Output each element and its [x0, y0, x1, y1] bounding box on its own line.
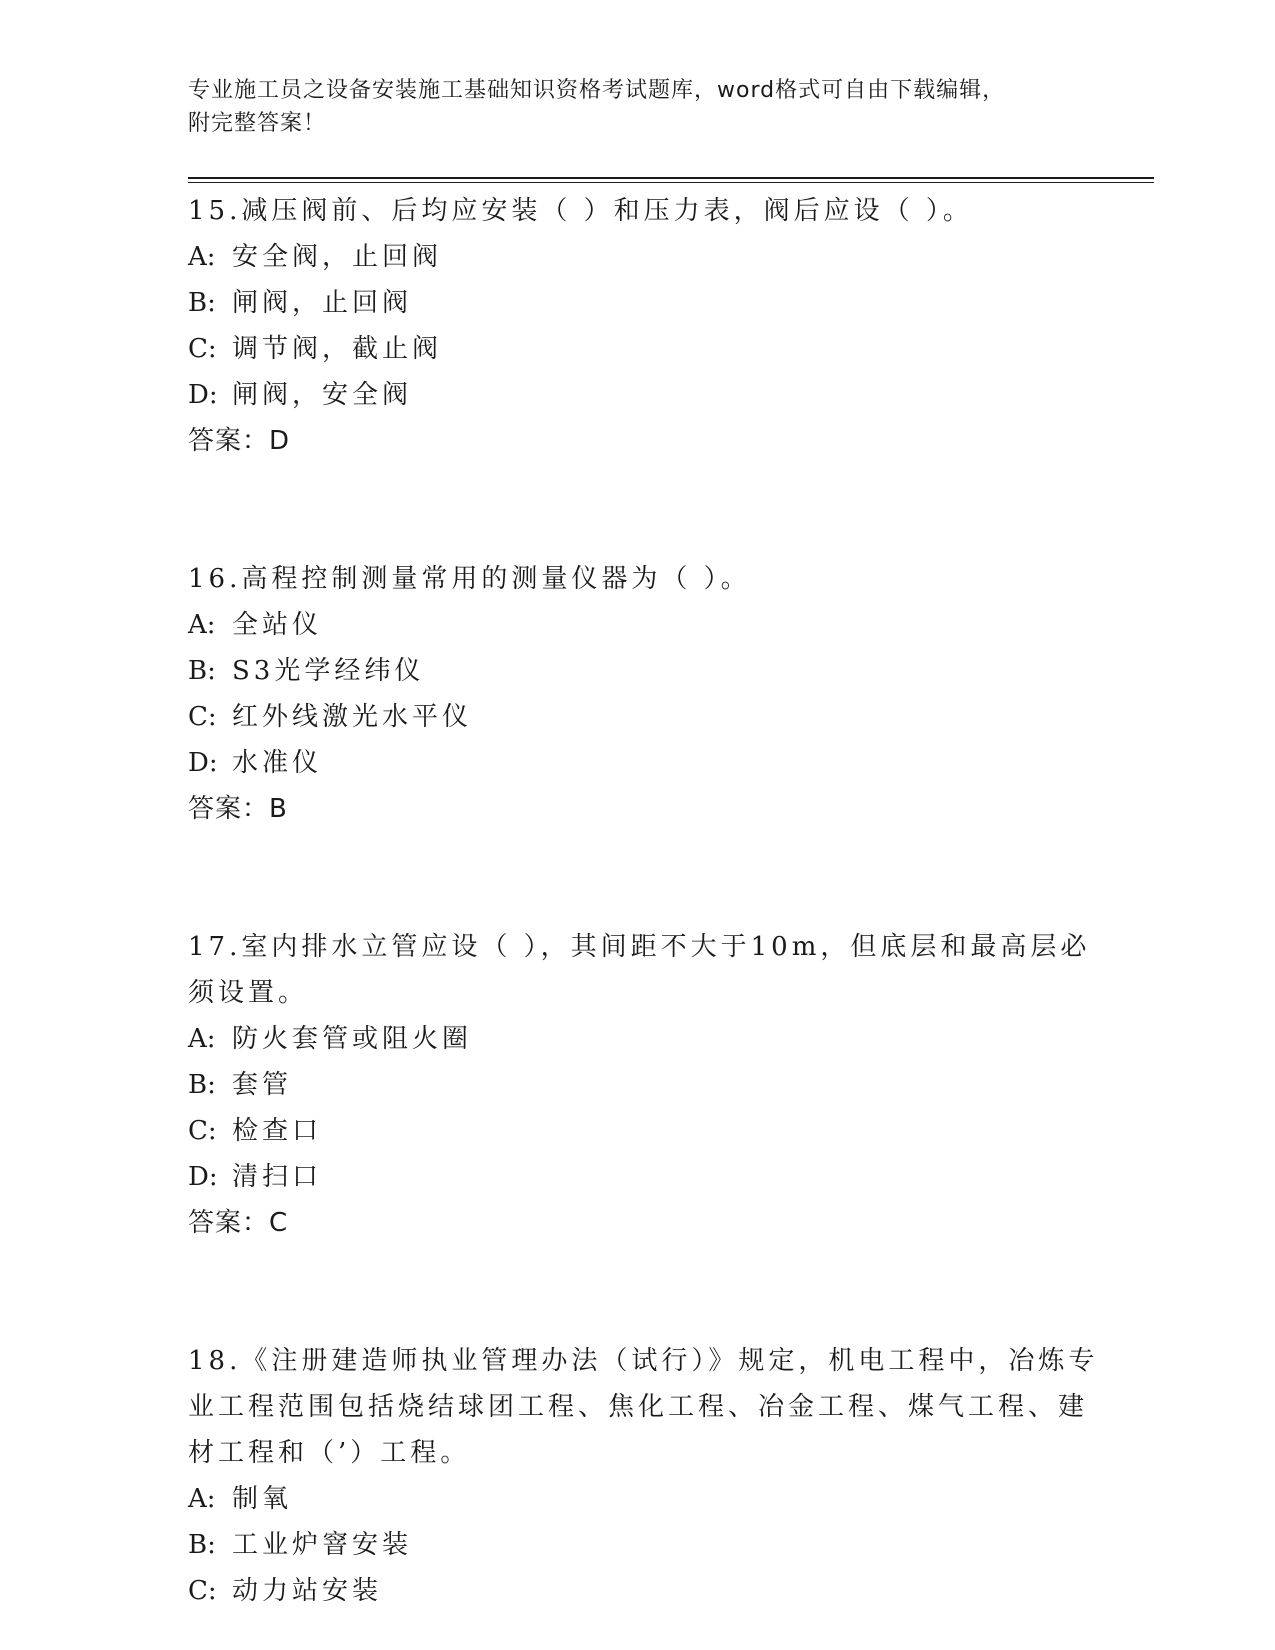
option-letter: B: [188, 288, 216, 318]
question-stem: 17.室内排水立管应设（ ），其间距不大于10m，但底层和最高层必须设置。 [188, 932, 1091, 1008]
option-a [188, 1476, 1108, 1522]
document-header [188, 74, 1088, 140]
question-list [188, 188, 1108, 1614]
option-letter: A: [188, 1024, 216, 1054]
option-text: 水准仪 [232, 748, 323, 778]
option-text: 检查口 [232, 1116, 323, 1146]
option-text: 红外线激光水平仪 [232, 702, 473, 732]
option-letter: A: [188, 242, 216, 272]
option-d [188, 1154, 1108, 1200]
option-b [188, 1522, 1108, 1568]
answer-line: 答案：B [188, 794, 288, 824]
question-stem: 18.《注册建造师执业管理办法（试行）》规定，机电工程中，冶炼专业工程范围包括烧结球团工程、焦化工程、冶金工程、煤气工程、建材工程和（’）工程。 [188, 1346, 1099, 1468]
option-letter: C: [188, 1116, 217, 1146]
option-b [188, 280, 1108, 326]
option-a [188, 1016, 1108, 1062]
option-letter: A: [188, 610, 216, 640]
question-16 [188, 556, 1108, 832]
question-17 [188, 924, 1108, 1246]
option-text: 安全阀，止回阀 [232, 242, 443, 272]
question-spacer [188, 464, 1108, 556]
question-15 [188, 188, 1108, 464]
header-divider-thin [188, 182, 1154, 183]
option-d [188, 372, 1108, 418]
question-spacer [188, 832, 1108, 924]
option-b [188, 648, 1108, 694]
question-spacer [188, 1246, 1108, 1338]
option-c [188, 1108, 1108, 1154]
option-text: 制氧 [232, 1484, 293, 1514]
option-text: 防火套管或阻火圈 [232, 1024, 473, 1054]
header-line-1: 专业施工员之设备安装施工基础知识资格考试题库，word格式可自由下载编辑， [188, 78, 1006, 103]
answer-line: 答案：D [188, 426, 291, 456]
option-text: S3光学经纬仪 [232, 656, 425, 686]
option-text: 全站仪 [232, 610, 323, 640]
option-text: 工业炉窨安装 [232, 1530, 413, 1560]
option-text: 套管 [232, 1070, 293, 1100]
option-letter: D: [188, 1162, 218, 1192]
answer-line: 答案：C [188, 1208, 289, 1238]
option-c [188, 1568, 1108, 1614]
question-18 [188, 1338, 1108, 1614]
option-a [188, 234, 1108, 280]
option-letter: D: [188, 748, 218, 778]
header-line-2: 附完整答案！ [188, 111, 327, 136]
option-text: 调节阀，截止阀 [232, 334, 443, 364]
option-letter: D: [188, 380, 218, 410]
question-stem: 16.高程控制测量常用的测量仪器为（ ）。 [188, 564, 751, 594]
option-text: 动力站安装 [232, 1576, 383, 1606]
option-letter: C: [188, 334, 217, 364]
option-d [188, 740, 1108, 786]
option-letter: B: [188, 1070, 216, 1100]
option-a [188, 602, 1108, 648]
option-b [188, 1062, 1108, 1108]
question-stem: 15.减压阀前、后均应安装（ ）和压力表，阀后应设（ ）。 [188, 196, 973, 226]
option-c [188, 694, 1108, 740]
option-letter: A: [188, 1484, 216, 1514]
option-letter: C: [188, 702, 217, 732]
option-text: 清扫口 [232, 1162, 323, 1192]
option-letter: C: [188, 1576, 217, 1606]
option-c [188, 326, 1108, 372]
option-letter: B: [188, 1530, 216, 1560]
option-text: 闸阀，安全阀 [232, 380, 413, 410]
header-divider-thick [188, 177, 1154, 179]
option-text: 闸阀，止回阀 [232, 288, 413, 318]
option-letter: B: [188, 656, 216, 686]
